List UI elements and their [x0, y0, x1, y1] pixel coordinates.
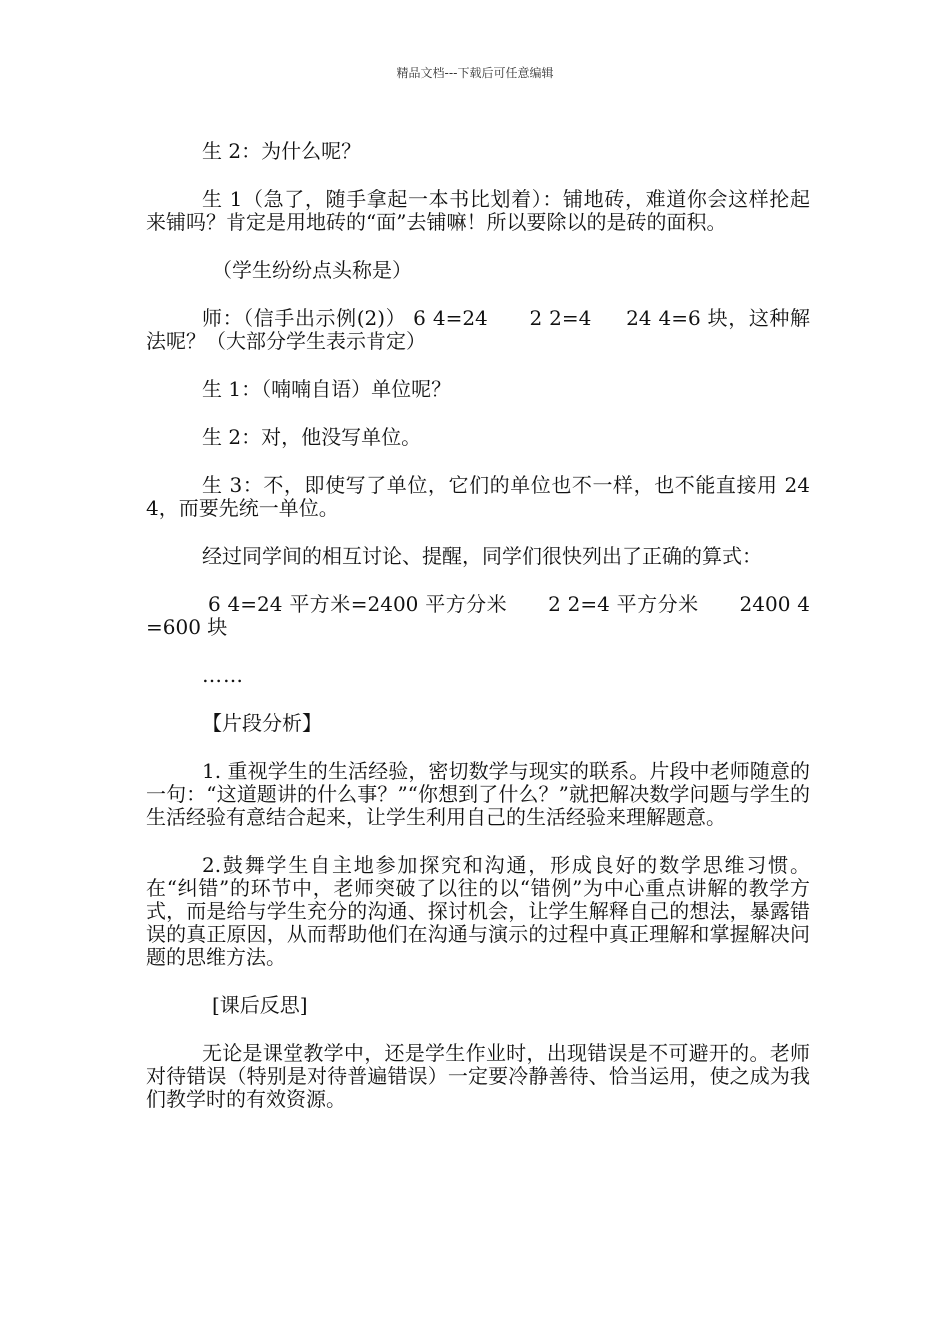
section-heading-analysis: 【片段分析】	[202, 711, 322, 735]
paragraph-student3-units: 生 3：不，即使写了单位，它们的单位也不一样，也不能直接用 24 4，而要先统一单位。	[146, 473, 817, 520]
paragraph-reflection: 无论是课堂教学中，还是学生作业时，出现错误是不可避开的。老师对待错误（特别是对待普遍错误）一定要冷静善待、恰当运用，使之成为我们教学时的有效资源。	[146, 1041, 810, 1111]
paragraph-student1-explanation: 生 1（急了，随手拿起一本书比划着）：铺地砖，难道你会这样抡起来铺吗？肯定是用地砖的“面”去铺嘛！所以要除以的是砖的面积。	[146, 187, 810, 234]
paragraph-analysis-1: 1. 重视学生的生活经验，密切数学与现实的联系。片段中老师随意的一句：“这道题讲的什么事？”“你想到了什么？”就把解决数学问题与学生的生活经验有意结合起来，让学生利用自己的生活经验来理解题意。	[146, 759, 810, 829]
paragraph-analysis-2: 2.鼓舞学生自主地参加探究和沟通，形成良好的数学思维习惯。在“纠错”的环节中，老师突破了以往的以“错例”为中心重点讲解的教学方式，而是给与学生充分的沟通、探讨机会，让学生解释自己的想法，暴露错误的真正原因，从而帮助他们在沟通与演示的过程中真正理解和掌握解决问题的思维方法。	[146, 853, 810, 969]
paragraph-discussion: 经过同学间的相互讨论、提醒，同学们很快列出了正确的算式：	[202, 544, 762, 568]
section-heading-reflection: [课后反思]	[212, 993, 308, 1017]
paragraph-ellipsis: ……	[202, 663, 244, 687]
paragraph-student2-question: 生 2：为什么呢？	[202, 139, 362, 163]
paragraph-students-agree: （学生纷纷点头称是）	[212, 258, 412, 282]
paragraph-student1-units: 生 1：（喃喃自语）单位呢？	[202, 377, 452, 401]
paragraph-teacher-example: 师：（信手出示例(2)） 6 4=24 2 2=4 24 4=6 块，这种解法呢？（大部分学生表示肯定）	[146, 306, 810, 353]
paragraph-correct-formula: 6 4=24 平方米=2400 平方分米 2 2=4 平方分米 2400 4=600 块	[146, 592, 810, 639]
document-body	[146, 139, 817, 1136]
paragraph-student2-units: 生 2：对，他没写单位。	[202, 425, 422, 449]
page-header: 精品文档---下载后可任意编辑	[396, 66, 554, 80]
